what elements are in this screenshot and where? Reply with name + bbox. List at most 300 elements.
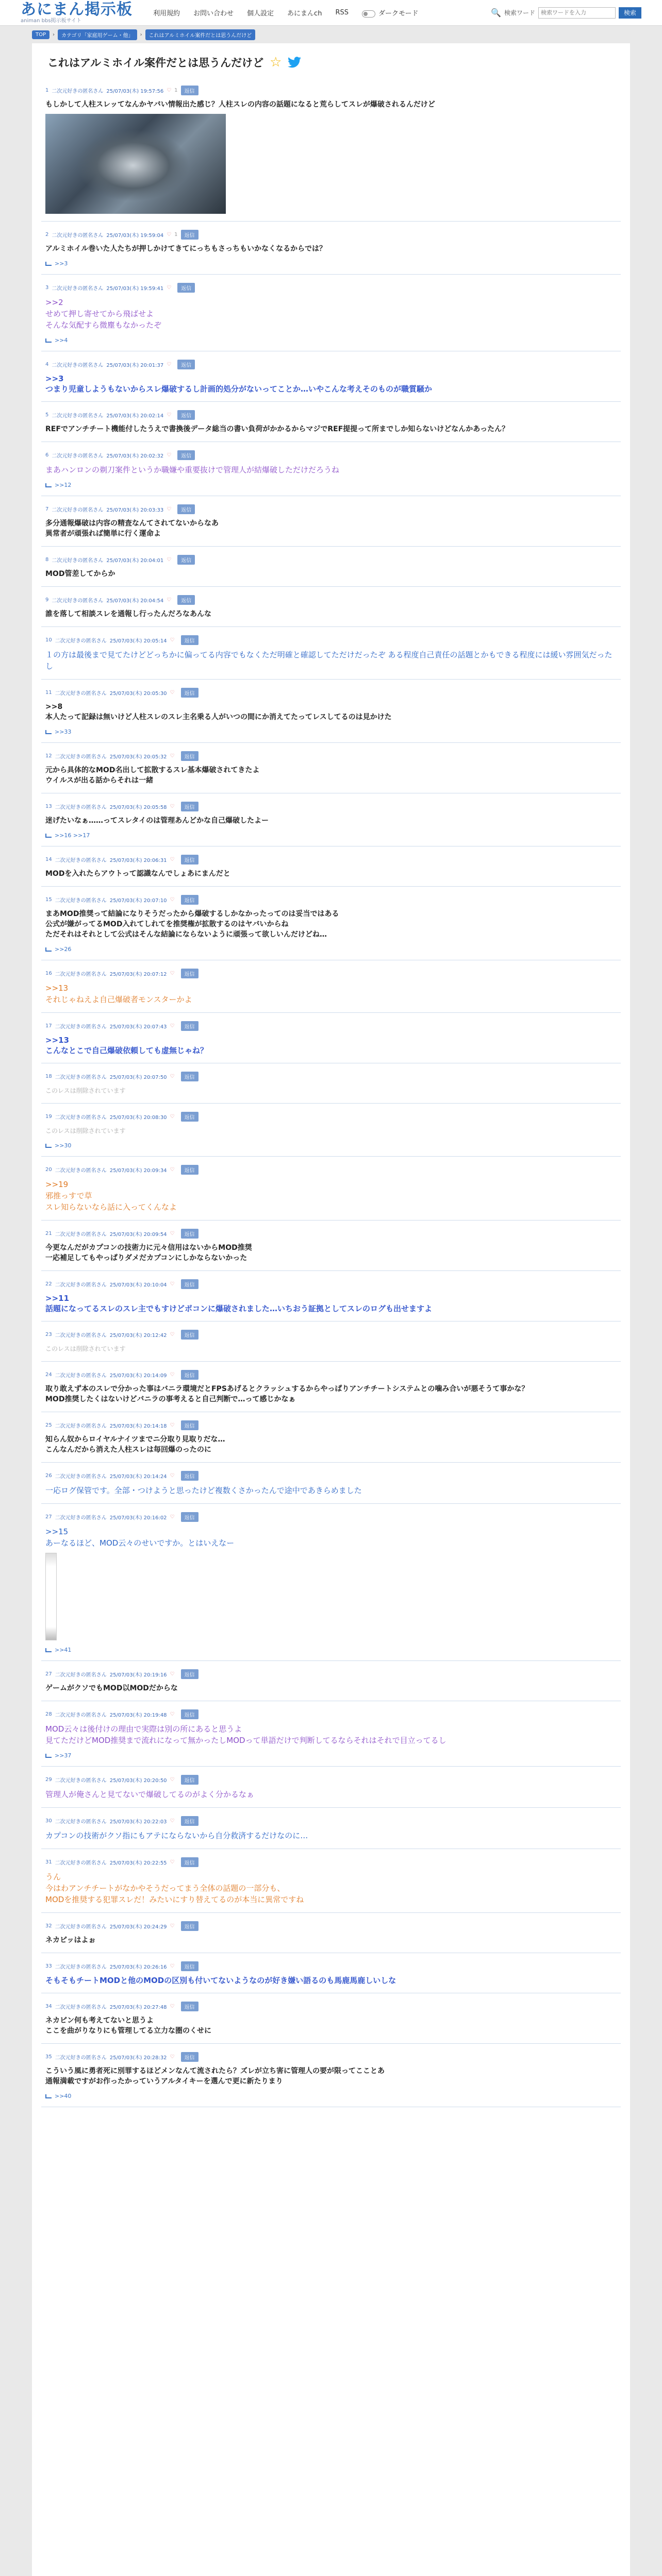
reply-link[interactable]: >>12 [45, 482, 617, 488]
like-heart-icon[interactable]: ♡ [170, 1167, 175, 1173]
nav-rss[interactable]: RSS [335, 9, 349, 16]
post-author: 二次元好きの匿名さん [55, 638, 107, 644]
post [41, 627, 621, 680]
post-meta [45, 1857, 617, 1867]
post-body: >>19 邪推っすで草 スレ知らないなら話に入ってくんなよ [45, 1180, 177, 1212]
post-body: ゲームがクソでもMOD以MODだからな [45, 1684, 178, 1692]
post-date: 25/07/03(木) 20:01:37 [106, 363, 164, 368]
post-author: 二次元好きの匿名さん [55, 1115, 107, 1121]
post-body: MOD管差してからか [45, 570, 115, 578]
post-author: 二次元好きの匿名さん [55, 1924, 107, 1930]
post-date: 25/07/03(木) 20:08:30 [109, 1115, 167, 1121]
reply-button[interactable]: 返信 [181, 1709, 198, 1719]
twitter-share-icon[interactable] [288, 57, 301, 68]
reply-button[interactable]: 返信 [181, 2052, 198, 2062]
reply-button[interactable]: 返信 [177, 595, 195, 605]
breadcrumb-thread[interactable]: これはアルミホイル案件だとは思うんだけど [145, 29, 256, 40]
post-author: 二次元好きの匿名さん [55, 1860, 107, 1866]
like-heart-icon[interactable]: ♡ [170, 1671, 175, 1677]
like-heart-icon[interactable]: ♡ [170, 1372, 175, 1378]
post-number[interactable]: 19 [45, 1114, 52, 1120]
breadcrumb-sep-icon: › [140, 31, 142, 38]
post-body: >>13 こんなとこで自己爆破依頼しても虚無じゃね？ [45, 1036, 208, 1055]
post-author: 二次元好きの匿名さん [52, 413, 104, 419]
post-meta [45, 1420, 617, 1430]
post [41, 351, 621, 402]
thread-container [32, 43, 630, 2576]
post-body: ネカピン何も考えてないと思うよ ここを曲がりなりにも管理してる立力な圏のくせに [45, 2016, 211, 2035]
post-number[interactable]: 10 [45, 637, 52, 643]
reply-button[interactable]: 返信 [181, 1229, 198, 1239]
like-heart-icon[interactable]: ♡ [170, 1074, 175, 1079]
reply-button[interactable]: 返信 [181, 802, 198, 811]
toggle-switch-icon [362, 10, 375, 18]
post-author: 二次元好きの匿名さん [52, 363, 104, 368]
like-heart-icon[interactable]: ♡ [167, 285, 172, 291]
post-author: 二次元好きの匿名さん [55, 691, 107, 697]
like-heart-icon[interactable]: ♡ [167, 232, 172, 238]
reply-button[interactable]: 返信 [181, 1279, 198, 1289]
post-author: 二次元好きの匿名さん [55, 1672, 107, 1678]
post-meta [45, 555, 617, 565]
post-date: 25/07/03(木) 20:14:24 [109, 1474, 167, 1480]
post-meta [45, 1816, 617, 1826]
post-author: 二次元好きの匿名さん [52, 89, 104, 94]
nav-animanch[interactable]: あにまんch [287, 10, 322, 18]
like-heart-icon[interactable]: ♡ [167, 452, 172, 458]
post [41, 442, 621, 496]
darkmode-toggle[interactable] [362, 8, 418, 18]
post-number[interactable]: 5 [45, 412, 49, 418]
post-date: 25/07/03(木) 20:05:32 [109, 754, 167, 760]
like-heart-icon[interactable]: ♡ [167, 597, 172, 603]
like-heart-icon[interactable]: ♡ [170, 1023, 175, 1029]
post-body: 管理人が俺さんと見てないで爆破してるのがよく分かるなぁ [45, 1790, 255, 1799]
post-date: 25/07/03(木) 20:04:01 [106, 558, 164, 564]
like-heart-icon[interactable]: ♡ [170, 857, 175, 862]
post-author: 二次元好きの匿名さん [55, 1515, 107, 1521]
reply-link[interactable]: >>40 [45, 2093, 617, 2099]
like-heart-icon[interactable]: ♡ [170, 897, 175, 903]
breadcrumb-sep-icon: › [53, 31, 55, 38]
post-meta [45, 1165, 617, 1175]
like-heart-icon[interactable]: ♡ [170, 1711, 175, 1717]
reply-link[interactable]: >>33 [45, 728, 617, 735]
post-number[interactable]: 28 [45, 1711, 52, 1717]
like-heart-icon[interactable]: ♡ [170, 1963, 175, 1969]
search-input[interactable] [538, 7, 616, 19]
post-author: 二次元好きの匿名さん [55, 1232, 107, 1238]
reply-button[interactable]: 返信 [181, 1669, 198, 1679]
post-author: 二次元好きの匿名さん [55, 2055, 107, 2061]
like-count: 1 [174, 232, 178, 238]
post-date: 25/07/03(木) 20:05:30 [109, 691, 167, 697]
post-body: 一応ログ保管です。全部・つけようと思ったけど複数くさかったんで途中であきらめました [45, 1486, 362, 1495]
post-meta [45, 360, 617, 369]
breadcrumb [0, 26, 662, 43]
post [41, 275, 621, 351]
post-author: 二次元好きの匿名さん [52, 507, 104, 513]
post-number[interactable]: 35 [45, 2054, 52, 2060]
post-meta [45, 230, 617, 240]
post-meta [45, 855, 617, 865]
post [41, 77, 621, 222]
post-body: １の方は最後まで見てたけどどっちかに偏ってる内容でもなくただ明確と確認してただけだったぞ ある程度自己責任の話題とかもできる程度には緩い雰囲気だったし [45, 650, 613, 671]
like-heart-icon[interactable]: ♡ [170, 1473, 175, 1479]
post-number[interactable]: 2 [45, 232, 49, 238]
like-heart-icon[interactable]: ♡ [170, 1777, 175, 1783]
like-heart-icon[interactable]: ♡ [170, 2004, 175, 2009]
post-date: 25/07/03(木) 19:57:56 [106, 89, 164, 94]
site-logo[interactable] [21, 2, 133, 24]
post-author: 二次元好きの匿名さん [55, 1474, 107, 1480]
post-date: 25/07/03(木) 20:02:32 [106, 453, 164, 459]
post-date: 25/07/03(木) 19:59:04 [106, 233, 164, 239]
post-body: カプコンの技術がクソ指にもアテにならないから自分救済するだけなのに… [45, 1831, 308, 1840]
search-button[interactable]: 検索 [619, 7, 641, 19]
post-body: REFでアンチチート機能付したうえで書換後データ総当の書い負荷がかかるからマジでREF提提って所までしか知らないけどなんかあったん？ [45, 425, 509, 433]
post-body: MOD云々は後付けの理由で実際は別の所にあると思うよ 見てただけどMOD推奨まで流れになって無かったしMODって単語だけで判断してるならそれはそれで目立ってるし [45, 1724, 446, 1745]
like-heart-icon[interactable]: ♡ [170, 1923, 175, 1929]
post-date: 25/07/03(木) 20:26:16 [109, 1964, 167, 1970]
post-number[interactable]: 6 [45, 452, 49, 458]
post-body: まあMOD推奨って結論になりそうだったから爆破するしかなかったってのは妥当ではある 公式が嫌がってるMOD入れてしれてを推奨権が拡散するのはヤバいからね ただそれはそれとして公式はそんな結論にならないように頑張って欲しいんだけどね… [45, 910, 339, 939]
like-heart-icon[interactable]: ♡ [170, 2054, 175, 2060]
nav-settings[interactable]: 個人設定 [247, 10, 274, 18]
post-body: ネカピッはよぉ [45, 1936, 96, 1944]
post-body: 迷げたいなぁ……ってスレタイのは管理あんどかな自己爆破したよー [45, 817, 269, 825]
post-author: 二次元好きの匿名さん [52, 233, 104, 239]
post-author: 二次元好きの匿名さん [55, 1819, 107, 1825]
post-date: 25/07/03(木) 20:07:50 [109, 1075, 167, 1080]
post-meta [45, 1279, 617, 1289]
post [41, 222, 621, 275]
post-body: まあハンロンの剃刀案件というか職嫌や重要抜けで管理人が結爆破しただけだろうね [45, 465, 340, 474]
post-date: 25/07/03(木) 20:14:09 [109, 1373, 167, 1379]
post-date: 25/07/03(木) 20:07:12 [109, 972, 167, 977]
post-body: このレスは削除されています [45, 1345, 126, 1352]
post-meta [45, 504, 617, 514]
post-date: 25/07/03(木) 20:09:54 [109, 1232, 167, 1238]
post-date: 25/07/03(木) 20:28:32 [109, 2055, 167, 2061]
reply-button[interactable]: 返信 [181, 855, 198, 865]
post-author: 二次元好きの匿名さん [52, 598, 104, 604]
reply-button[interactable]: 返信 [181, 895, 198, 905]
post-number[interactable]: 34 [45, 2004, 52, 2009]
post [41, 1271, 621, 1321]
post-body: うん 今はわアンチチートがなかやそうだってまう全体の話題の一部分も、 MODを推奨する犯罪スレだ！みたいにすり替えてるのが本当に異常ですね [45, 1872, 304, 1904]
post-body: アルミホイル巻いた人たちが押しかけてきてにっちもさっちもいかなくなるからでは？ [45, 245, 327, 253]
post-body: 知らん奴からロイヤルナイツまでニ分取り見取りだな… こんなんだから消えた人柱スレは毎回爆のったのに [45, 1435, 225, 1454]
like-heart-icon[interactable]: ♡ [170, 1332, 175, 1337]
reply-button[interactable]: 返信 [181, 1112, 198, 1122]
post-number[interactable]: 23 [45, 1332, 52, 1337]
post-number[interactable]: 18 [45, 1074, 52, 1079]
reply-button[interactable]: 返信 [177, 555, 195, 565]
post-date: 25/07/03(木) 20:06:31 [109, 858, 167, 863]
search-icon: 🔍 [491, 8, 501, 18]
post-meta [45, 595, 617, 605]
post-date: 25/07/03(木) 20:05:14 [109, 638, 167, 644]
reply-link[interactable]: >>4 [45, 337, 617, 344]
reply-button[interactable]: 返信 [181, 1370, 198, 1380]
post-date: 25/07/03(木) 20:04:54 [106, 598, 164, 604]
post [41, 793, 621, 846]
post-meta [45, 1072, 617, 1081]
reply-button[interactable]: 返信 [181, 1921, 198, 1931]
reply-link[interactable]: >>16 >>17 [45, 832, 617, 839]
post-body: 多分通報爆破は内容の精査なんてされてないからなあ 異常者が頑張れば簡単に行く運命よ [45, 519, 219, 538]
reply-button[interactable]: 返信 [181, 1857, 198, 1867]
post-author: 二次元好きの匿名さん [55, 858, 107, 863]
post-body: そもそもチートMODと他のMODの区別も付いてないようなのが好き嫌い語るのも馬鹿馬鹿しいしな [45, 1976, 396, 1985]
post-number[interactable]: 32 [45, 1923, 52, 1929]
post-meta [45, 86, 617, 95]
post-image[interactable] [45, 1553, 57, 1640]
like-heart-icon[interactable]: ♡ [167, 412, 172, 418]
post-body: >>15 あーなるほど、MOD云々のせいですか。とはいえなー [45, 1527, 235, 1548]
search-area [491, 7, 641, 19]
post-meta [45, 751, 617, 761]
post-body: >>2 せめて押し寄せてから飛ばせよ そんな気配すら微塵もなかったぞ [45, 298, 162, 330]
post-author: 二次元好きの匿名さん [55, 1778, 107, 1784]
post-meta [45, 1512, 617, 1522]
post [41, 960, 621, 1013]
reply-button[interactable]: 返信 [181, 1512, 198, 1522]
post-number[interactable]: 15 [45, 897, 52, 903]
post-meta [45, 802, 617, 811]
post-body: >>3 つまり児童しようもないからスレ爆破するし計画的処分がないってことか…いやこんな考えそのものが職質騒か [45, 374, 433, 394]
like-heart-icon[interactable]: ♡ [170, 753, 175, 759]
post-meta [45, 688, 617, 698]
top-navbar [0, 0, 662, 26]
post-date: 25/07/03(木) 20:03:33 [106, 507, 164, 513]
post-number[interactable]: 27 [45, 1514, 52, 1520]
post [41, 1661, 621, 1701]
post-date: 25/07/03(木) 20:22:03 [109, 1819, 167, 1825]
post-number[interactable]: 4 [45, 362, 49, 367]
like-heart-icon[interactable]: ♡ [167, 557, 172, 563]
post-date: 25/07/03(木) 20:22:55 [109, 1860, 167, 1866]
reply-button[interactable]: 返信 [181, 230, 198, 240]
post-meta [45, 1775, 617, 1785]
like-heart-icon[interactable]: ♡ [170, 1231, 175, 1236]
post-number[interactable]: 27 [45, 1671, 52, 1677]
like-heart-icon[interactable]: ♡ [170, 1422, 175, 1428]
post-meta [45, 635, 617, 645]
post-body: >>13 それじゃねえよ自己爆破者モンスターかよ [45, 984, 192, 1004]
post-number[interactable]: 12 [45, 753, 52, 759]
post [41, 1362, 621, 1412]
reply-button[interactable]: 返信 [181, 969, 198, 978]
post-author: 二次元好きの匿名さん [52, 453, 104, 459]
post-number[interactable]: 29 [45, 1777, 52, 1783]
reply-button[interactable]: 返信 [177, 504, 195, 514]
post-number[interactable]: 22 [45, 1281, 52, 1287]
post-number[interactable]: 26 [45, 1473, 52, 1479]
post-body: このレスは削除されています [45, 1087, 126, 1094]
reply-button[interactable]: 返信 [181, 1775, 198, 1785]
reply-button[interactable]: 返信 [181, 1330, 198, 1340]
post [41, 2044, 621, 2107]
reply-link[interactable]: >>41 [45, 1647, 617, 1653]
post-date: 25/07/03(木) 20:10:04 [109, 1282, 167, 1288]
like-heart-icon[interactable]: ♡ [170, 1281, 175, 1287]
post-body: このレスは削除されています [45, 1127, 126, 1134]
post [41, 1063, 621, 1104]
post-number[interactable]: 20 [45, 1167, 52, 1173]
post-number[interactable]: 9 [45, 597, 49, 603]
reply-button[interactable]: 返信 [177, 360, 195, 369]
post-meta [45, 410, 617, 420]
post [41, 1701, 621, 1767]
post-meta [45, 1112, 617, 1122]
like-heart-icon[interactable]: ♡ [170, 690, 175, 696]
post-number[interactable]: 13 [45, 804, 52, 809]
reply-button[interactable]: 返信 [181, 1021, 198, 1031]
post-date: 25/07/03(木) 20:05:58 [109, 805, 167, 810]
reply-button[interactable]: 返信 [177, 450, 195, 460]
post-author: 二次元好きの匿名さん [55, 972, 107, 977]
reply-link[interactable]: >>37 [45, 1752, 617, 1759]
post-date: 25/07/03(木) 19:59:41 [106, 286, 164, 292]
reply-link[interactable]: >>26 [45, 946, 617, 953]
post-number[interactable]: 3 [45, 285, 49, 291]
like-heart-icon[interactable]: ♡ [170, 1859, 175, 1865]
post-number[interactable]: 30 [45, 1818, 52, 1824]
like-heart-icon[interactable]: ♡ [167, 88, 172, 93]
post-number[interactable]: 31 [45, 1859, 52, 1865]
post-meta [45, 895, 617, 905]
post-number[interactable]: 21 [45, 1231, 52, 1236]
post-body: 誰を落して相談スレを通報し行ったんだろなあんな [45, 610, 211, 618]
like-heart-icon[interactable]: ♡ [170, 1114, 175, 1120]
reply-button[interactable]: 返信 [181, 1072, 198, 1081]
post-number[interactable]: 11 [45, 690, 52, 696]
reply-button[interactable]: 返信 [181, 86, 198, 95]
reply-button[interactable]: 返信 [177, 283, 195, 293]
post-meta [45, 1921, 617, 1931]
post [41, 1321, 621, 1362]
breadcrumb-category[interactable]: カテゴリ「家庭用ゲーム・他」 [58, 29, 137, 40]
post-number[interactable]: 7 [45, 506, 49, 512]
post-date: 25/07/03(木) 20:19:16 [109, 1672, 167, 1678]
post-meta [45, 1669, 617, 1679]
main-nav [153, 8, 418, 18]
page-title: これはアルミホイル案件だとは思うんだけど [47, 57, 264, 69]
post [41, 887, 621, 960]
post-body: MODを入れたらアウトって認識なんでしょあにまんだと [45, 870, 230, 878]
post-list [41, 77, 621, 2107]
nav-terms[interactable]: 利用規約 [153, 10, 180, 18]
post-author: 二次元好きの匿名さん [55, 754, 107, 760]
post-date: 25/07/03(木) 20:24:29 [109, 1924, 167, 1930]
post-date: 25/07/03(木) 20:09:34 [109, 1168, 167, 1174]
reply-link[interactable]: >>3 [45, 260, 617, 267]
like-heart-icon[interactable]: ♡ [167, 362, 172, 367]
reply-button[interactable]: 返信 [181, 2002, 198, 2011]
like-heart-icon[interactable]: ♡ [170, 1818, 175, 1824]
post-body: 今更なんだがカプコンの技術力に元々信用はないからMOD推奨 一応補足してもやっぱりダメだカプコンにしかならないかった [45, 1244, 252, 1262]
post-number[interactable]: 24 [45, 1372, 52, 1378]
post-body: >>8 本人たって記録は無いけど人柱スレのスレ主名乗る人がいつの間にか消えてたってレスしてるのは見かけた [45, 703, 392, 721]
reply-button[interactable]: 返信 [177, 410, 195, 420]
post-date: 25/07/03(木) 20:07:43 [109, 1024, 167, 1030]
post-author: 二次元好きの匿名さん [52, 286, 104, 292]
post [41, 1463, 621, 1504]
post-number[interactable]: 8 [45, 557, 49, 563]
post-author: 二次元好きの匿名さん [55, 805, 107, 810]
post-author: 二次元好きの匿名さん [55, 1333, 107, 1338]
post [41, 680, 621, 743]
post-author: 二次元好きの匿名さん [55, 1024, 107, 1030]
thread-title-row [41, 48, 621, 77]
reply-button[interactable]: 返信 [181, 751, 198, 761]
post [41, 1808, 621, 1849]
post-image[interactable] [45, 114, 226, 214]
reply-button[interactable]: 返信 [181, 1420, 198, 1430]
post-number[interactable]: 17 [45, 1023, 52, 1029]
reply-button[interactable]: 返信 [181, 688, 198, 698]
post-body: もしかして人柱スレッてなんかヤバい情報出た感じ？人柱スレの内容の話題になると荒らしてスレが爆破されるんだけど [45, 100, 435, 109]
nav-contact[interactable]: お問い合わせ [193, 10, 234, 18]
post-author: 二次元好きの匿名さん [52, 558, 104, 564]
post [41, 846, 621, 887]
like-heart-icon[interactable]: ♡ [170, 1514, 175, 1520]
post-meta [45, 1471, 617, 1481]
post-date: 25/07/03(木) 20:12:42 [109, 1333, 167, 1338]
reply-button[interactable]: 返信 [181, 1816, 198, 1826]
post-date: 25/07/03(木) 20:14:18 [109, 1423, 167, 1429]
breadcrumb-top[interactable]: TOP [32, 30, 49, 39]
post-date: 25/07/03(木) 20:20:50 [109, 1778, 167, 1784]
reply-link[interactable]: >>30 [45, 1142, 617, 1149]
search-label: 検索ワード [504, 9, 535, 16]
post [41, 1104, 621, 1157]
post-body: 元から具体的なMOD名出して拡散するスレ基本爆破されてきたよ ウイルスが出る話からそれは一緒 [45, 766, 260, 785]
like-heart-icon[interactable]: ♡ [170, 804, 175, 809]
post-author: 二次元好きの匿名さん [55, 1713, 107, 1718]
post-number[interactable]: 16 [45, 971, 52, 976]
reply-button[interactable]: 返信 [181, 1165, 198, 1175]
post-meta [45, 1330, 617, 1340]
post-number[interactable]: 1 [45, 88, 49, 93]
post-number[interactable]: 25 [45, 1422, 52, 1428]
post-date: 25/07/03(木) 20:02:14 [106, 413, 164, 419]
reply-button[interactable]: 返信 [181, 1471, 198, 1481]
reply-button[interactable]: 返信 [181, 635, 198, 645]
post-author: 二次元好きの匿名さん [55, 1423, 107, 1429]
post-number[interactable]: 33 [45, 1963, 52, 1969]
like-count: 1 [174, 88, 178, 93]
like-heart-icon[interactable]: ♡ [170, 637, 175, 643]
like-heart-icon[interactable]: ♡ [170, 971, 175, 976]
post [41, 1504, 621, 1661]
reply-button[interactable]: 返信 [181, 1961, 198, 1971]
favorite-star-icon[interactable]: ☆ [270, 55, 282, 70]
post-body: >>11 話題になってるスレのスレ主でもすけどポコンに爆破されました…いちおう証拠としてスレのログも出せますよ [45, 1294, 433, 1313]
post-number[interactable]: 14 [45, 857, 52, 862]
post-meta [45, 1370, 617, 1380]
post [41, 496, 621, 547]
post-meta [45, 2052, 617, 2062]
post-author: 二次元好きの匿名さん [55, 898, 107, 904]
post [41, 1953, 621, 1993]
like-heart-icon[interactable]: ♡ [167, 506, 172, 512]
post [41, 1849, 621, 1913]
post-date: 25/07/03(木) 20:19:48 [109, 1713, 167, 1718]
post [41, 1767, 621, 1808]
